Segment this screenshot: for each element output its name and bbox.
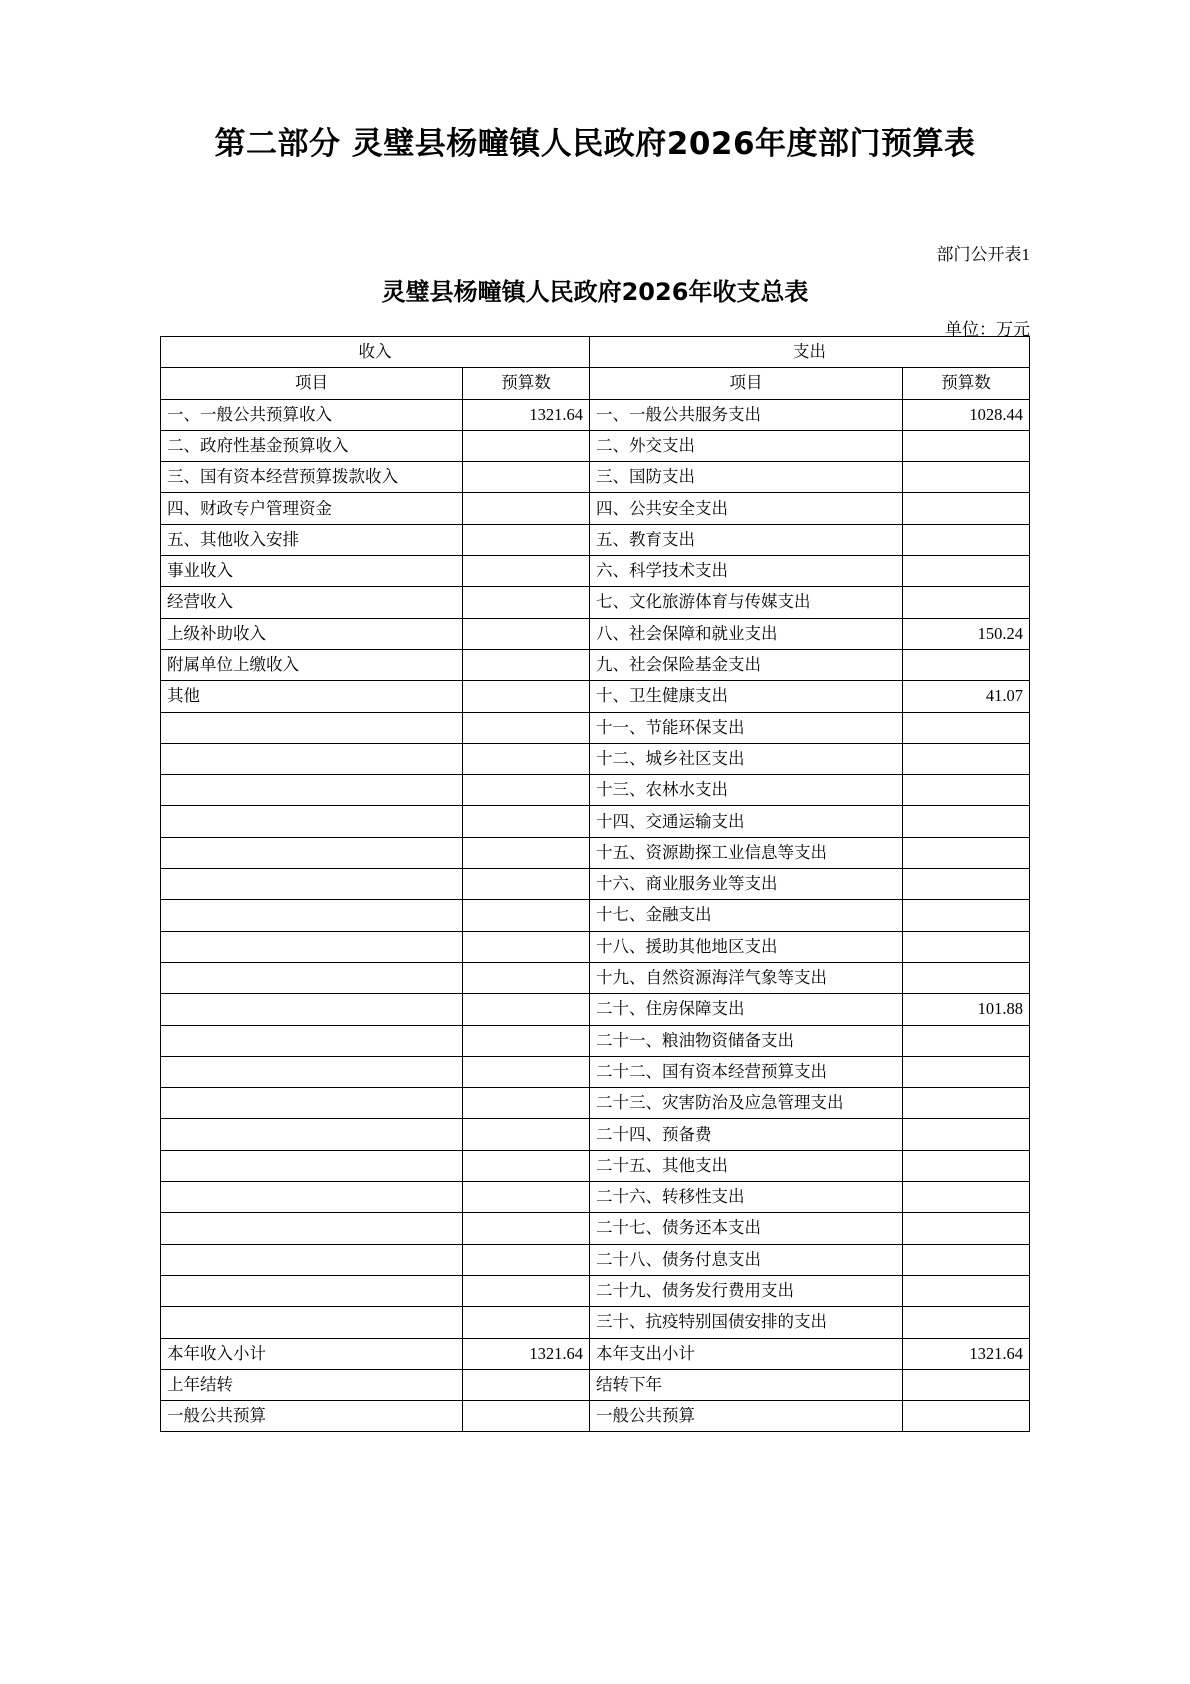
cell-expenditure-item: 十八、援助其他地区支出 (590, 931, 903, 962)
cell-income-amount (462, 869, 589, 900)
cell-income-amount (462, 1401, 589, 1432)
cell-expenditure-amount (902, 712, 1029, 743)
cell-expenditure-amount (902, 1401, 1029, 1432)
table-row (161, 869, 1030, 900)
cell-expenditure-amount: 101.88 (902, 994, 1029, 1025)
cell-income-amount (462, 900, 589, 931)
cell-expenditure-amount (902, 587, 1029, 618)
cell-income-item: 上级补助收入 (161, 618, 463, 649)
cell-income-amount (462, 775, 589, 806)
cell-income-item (161, 1056, 463, 1087)
table-row (161, 1119, 1030, 1150)
cell-expenditure-amount (902, 1213, 1029, 1244)
cell-income-item: 五、其他收入安排 (161, 524, 463, 555)
cell-expenditure-item: 七、文化旅游体育与传媒支出 (590, 587, 903, 618)
table-title: 灵璧县杨疃镇人民政府2026年收支总表 (381, 278, 809, 306)
table-row (161, 1275, 1030, 1306)
cell-expenditure-item: 二十四、预备费 (590, 1119, 903, 1150)
table-row (161, 681, 1030, 712)
cell-income-item (161, 1307, 463, 1338)
table-row (161, 399, 1030, 430)
cell-expenditure-item: 二十、住房保障支出 (590, 994, 903, 1025)
cell-expenditure-item: 二十一、粮油物资储备支出 (590, 1025, 903, 1056)
cell-expenditure-amount (902, 1119, 1029, 1150)
cell-expenditure-item: 二十九、债务发行费用支出 (590, 1275, 903, 1306)
cell-expenditure-amount (902, 869, 1029, 900)
cell-income-amount (462, 712, 589, 743)
cell-income-item (161, 1182, 463, 1213)
cell-income-item (161, 931, 463, 962)
cell-income-item: 事业收入 (161, 556, 463, 587)
cell-income-item: 二、政府性基金预算收入 (161, 430, 463, 461)
cell-income-amount: 1321.64 (462, 399, 589, 430)
table-row (161, 1307, 1030, 1338)
cell-expenditure-amount (902, 837, 1029, 868)
cell-expenditure-amount (902, 430, 1029, 461)
table-row (161, 462, 1030, 493)
table-row (161, 837, 1030, 868)
cell-expenditure-amount (902, 1244, 1029, 1275)
cell-income-amount (462, 681, 589, 712)
cell-expenditure-item: 一般公共预算 (590, 1401, 903, 1432)
table-row (161, 743, 1030, 774)
table-row (161, 1150, 1030, 1181)
cell-expenditure-amount (902, 1025, 1029, 1056)
table-row (161, 587, 1030, 618)
column-header-expenditure-item: 项目 (590, 368, 903, 399)
cell-expenditure-item: 六、科学技术支出 (590, 556, 903, 587)
cell-income-amount (462, 524, 589, 555)
table-row (161, 806, 1030, 837)
budget-summary-table (160, 336, 1030, 1432)
cell-income-amount (462, 587, 589, 618)
cell-expenditure-item: 十二、城乡社区支出 (590, 743, 903, 774)
cell-income-item (161, 1150, 463, 1181)
cell-income-item: 一、一般公共预算收入 (161, 399, 463, 430)
table-row (161, 493, 1030, 524)
cell-expenditure-amount (902, 775, 1029, 806)
cell-income-item (161, 900, 463, 931)
cell-income-item: 三、国有资本经营预算拨款收入 (161, 462, 463, 493)
table-row (161, 556, 1030, 587)
cell-income-amount (462, 1244, 589, 1275)
cell-expenditure-item: 九、社会保险基金支出 (590, 649, 903, 680)
table-row (161, 1088, 1030, 1119)
table-row (161, 1056, 1030, 1087)
cell-expenditure-item: 五、教育支出 (590, 524, 903, 555)
cell-income-item (161, 1119, 463, 1150)
cell-income-amount (462, 430, 589, 461)
table-row (161, 649, 1030, 680)
table-row (161, 900, 1030, 931)
cell-income-amount (462, 962, 589, 993)
cell-expenditure-amount (902, 1056, 1029, 1087)
cell-expenditure-amount (902, 1307, 1029, 1338)
cell-expenditure-amount: 1321.64 (902, 1338, 1029, 1369)
table-row (161, 524, 1030, 555)
table-column-header-row (161, 368, 1030, 399)
cell-expenditure-amount (902, 556, 1029, 587)
cell-income-item (161, 775, 463, 806)
table-row (161, 962, 1030, 993)
group-header-income: 收入 (161, 337, 590, 368)
cell-expenditure-amount (902, 524, 1029, 555)
table-row (161, 618, 1030, 649)
cell-expenditure-amount (902, 1150, 1029, 1181)
cell-income-item (161, 962, 463, 993)
cell-expenditure-item: 十、卫生健康支出 (590, 681, 903, 712)
cell-income-amount (462, 462, 589, 493)
cell-income-amount (462, 1275, 589, 1306)
page-title: 第二部分 灵璧县杨疃镇人民政府2026年度部门预算表 (214, 126, 976, 162)
cell-expenditure-item: 十一、节能环保支出 (590, 712, 903, 743)
cell-expenditure-item: 二十八、债务付息支出 (590, 1244, 903, 1275)
cell-income-item: 经营收入 (161, 587, 463, 618)
cell-income-amount (462, 1307, 589, 1338)
cell-expenditure-item: 四、公共安全支出 (590, 493, 903, 524)
unit-label: 单位：万元 (945, 320, 1030, 339)
cell-income-item (161, 1213, 463, 1244)
table-row (161, 1182, 1030, 1213)
cell-expenditure-item: 二十六、转移性支出 (590, 1182, 903, 1213)
cell-income-amount (462, 1369, 589, 1400)
cell-income-amount (462, 1150, 589, 1181)
cell-expenditure-item: 本年支出小计 (590, 1338, 903, 1369)
cell-income-item (161, 1088, 463, 1119)
cell-expenditure-item: 二十三、灾害防治及应急管理支出 (590, 1088, 903, 1119)
cell-expenditure-item: 十三、农林水支出 (590, 775, 903, 806)
cell-expenditure-amount (902, 806, 1029, 837)
cell-income-item (161, 869, 463, 900)
cell-expenditure-item: 八、社会保障和就业支出 (590, 618, 903, 649)
cell-income-amount (462, 1025, 589, 1056)
sheet-label: 部门公开表1 (936, 245, 1030, 264)
cell-expenditure-item: 二十二、国有资本经营预算支出 (590, 1056, 903, 1087)
cell-income-amount (462, 1056, 589, 1087)
cell-expenditure-item: 二十五、其他支出 (590, 1150, 903, 1181)
cell-income-item: 本年收入小计 (161, 1338, 463, 1369)
cell-income-amount (462, 618, 589, 649)
cell-income-item: 其他 (161, 681, 463, 712)
cell-income-amount (462, 994, 589, 1025)
cell-income-item: 上年结转 (161, 1369, 463, 1400)
cell-income-amount (462, 1088, 589, 1119)
column-header-income-item: 项目 (161, 368, 463, 399)
cell-expenditure-amount (902, 1182, 1029, 1213)
cell-income-item (161, 1275, 463, 1306)
cell-income-amount (462, 743, 589, 774)
cell-income-amount (462, 556, 589, 587)
cell-expenditure-item: 十五、资源勘探工业信息等支出 (590, 837, 903, 868)
cell-income-item (161, 743, 463, 774)
cell-income-item (161, 994, 463, 1025)
cell-income-item (161, 1244, 463, 1275)
cell-expenditure-item: 一、一般公共服务支出 (590, 399, 903, 430)
cell-expenditure-amount (902, 493, 1029, 524)
cell-expenditure-item: 十九、自然资源海洋气象等支出 (590, 962, 903, 993)
cell-income-amount (462, 806, 589, 837)
cell-income-amount (462, 1213, 589, 1244)
table-row (161, 1025, 1030, 1056)
cell-expenditure-item: 三十、抗疫特别国债安排的支出 (590, 1307, 903, 1338)
group-header-expenditure: 支出 (590, 337, 1030, 368)
cell-expenditure-item: 十七、金融支出 (590, 900, 903, 931)
cell-expenditure-item: 十四、交通运输支出 (590, 806, 903, 837)
cell-income-amount (462, 837, 589, 868)
cell-expenditure-amount (902, 743, 1029, 774)
cell-income-item (161, 712, 463, 743)
cell-expenditure-amount: 1028.44 (902, 399, 1029, 430)
table-row (161, 430, 1030, 461)
cell-expenditure-amount (902, 962, 1029, 993)
cell-income-item: 四、财政专户管理资金 (161, 493, 463, 524)
cell-income-amount (462, 931, 589, 962)
column-header-income-amount: 预算数 (462, 368, 589, 399)
cell-expenditure-amount (902, 1275, 1029, 1306)
cell-expenditure-amount (902, 462, 1029, 493)
cell-income-amount (462, 1119, 589, 1150)
table-row (161, 1213, 1030, 1244)
cell-income-amount: 1321.64 (462, 1338, 589, 1369)
cell-income-amount (462, 1182, 589, 1213)
table-row (161, 1401, 1030, 1432)
cell-income-item (161, 837, 463, 868)
cell-expenditure-amount (902, 900, 1029, 931)
cell-expenditure-amount (902, 649, 1029, 680)
cell-expenditure-amount: 150.24 (902, 618, 1029, 649)
cell-expenditure-item: 结转下年 (590, 1369, 903, 1400)
cell-expenditure-item: 三、国防支出 (590, 462, 903, 493)
table-row (161, 1244, 1030, 1275)
cell-expenditure-amount (902, 931, 1029, 962)
cell-income-item: 一般公共预算 (161, 1401, 463, 1432)
table-group-header-row (161, 337, 1030, 368)
cell-expenditure-item: 二、外交支出 (590, 430, 903, 461)
cell-income-amount (462, 649, 589, 680)
cell-income-item: 附属单位上缴收入 (161, 649, 463, 680)
table-row (161, 931, 1030, 962)
cell-income-item (161, 806, 463, 837)
table-row (161, 1369, 1030, 1400)
table-row (161, 775, 1030, 806)
cell-income-item (161, 1025, 463, 1056)
table-row (161, 1338, 1030, 1369)
column-header-expenditure-amount: 预算数 (902, 368, 1029, 399)
cell-income-amount (462, 493, 589, 524)
cell-expenditure-amount (902, 1369, 1029, 1400)
cell-expenditure-amount (902, 1088, 1029, 1119)
cell-expenditure-item: 二十七、债务还本支出 (590, 1213, 903, 1244)
table-row (161, 712, 1030, 743)
cell-expenditure-item: 十六、商业服务业等支出 (590, 869, 903, 900)
cell-expenditure-amount: 41.07 (902, 681, 1029, 712)
table-row (161, 994, 1030, 1025)
